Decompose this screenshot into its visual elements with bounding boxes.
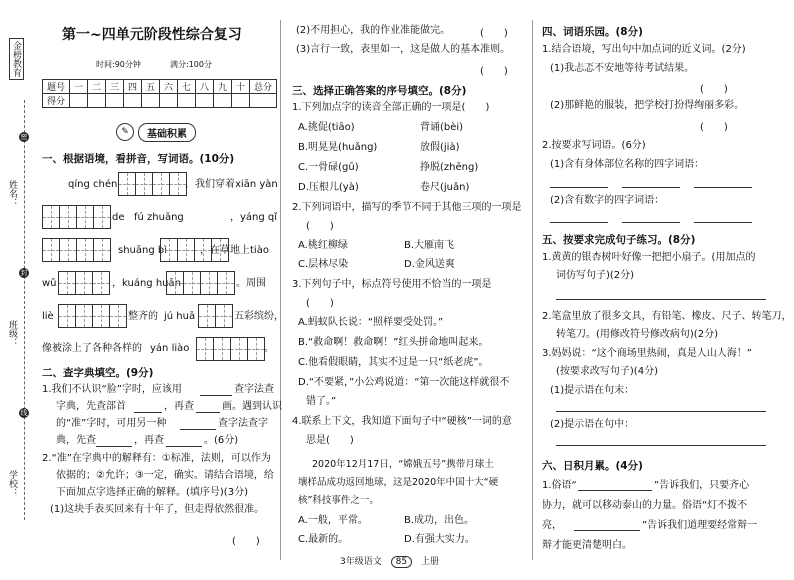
score-entry[interactable] (88, 94, 106, 108)
text: 1.下列加点字的读音全部正确的一项是( ) (292, 102, 490, 113)
text: 。(6分) (204, 435, 239, 446)
text: 1.黄黄的银杏树叶好像一把把小扇子。(用加点的 (542, 252, 756, 263)
answer-paren[interactable]: ( ) (700, 122, 728, 133)
answer-blank[interactable] (578, 490, 652, 491)
text: 查字法查 (234, 384, 274, 395)
option[interactable]: B.成功，出色。 (404, 515, 475, 526)
score-table-score-row (43, 94, 277, 108)
seal-dot: 封 (20, 269, 28, 277)
section-2-heading: 二、查字典填空。(9分) (42, 367, 154, 379)
option[interactable]: 卷尺(juǎn) (420, 182, 470, 193)
text: (1)我忐忑不安地等待考试结果。 (550, 63, 695, 74)
option[interactable]: D.金风送爽 (404, 259, 455, 270)
text: (3)言行一致，表里如一，这是做人的基本准则。 (296, 44, 511, 55)
pinyin: xiān yàn (235, 179, 278, 190)
column-divider (280, 20, 281, 560)
text: 1.俗语“ (542, 480, 577, 491)
footer-volume: 上册 (420, 557, 439, 567)
writing-grid[interactable] (196, 337, 265, 361)
answer-paren[interactable]: ( ) (480, 66, 508, 77)
text: 错了。” (306, 396, 337, 407)
page-title: 第一~四单元阶段性综合复习 (62, 27, 242, 43)
pinyin: shuāng bì (118, 245, 168, 256)
text: 2.“准”在字典中的解释有：①标准，法则，可以作为 (42, 453, 271, 464)
answer-blank[interactable] (622, 187, 680, 188)
text: 协力，就可以移动泰山的力量。俗语“灯不拨不 (542, 500, 748, 511)
section-1-heading: 一、根据语境，看拼音，写词语。(10分) (42, 153, 235, 165)
text: 整齐的 (128, 311, 158, 322)
score-cell: 总分 (250, 80, 277, 94)
option[interactable]: 放假(jià) (420, 142, 460, 153)
text: 查字法查字 (218, 418, 268, 429)
score-entry[interactable] (142, 94, 160, 108)
text: ，再查 (134, 435, 164, 446)
score-entry[interactable] (250, 94, 277, 108)
score-entry[interactable] (232, 94, 250, 108)
answer-blank[interactable] (196, 412, 220, 413)
book-icon: ✎ (116, 123, 134, 141)
section-4-heading: 四、词语乐园。(8分) (542, 26, 643, 38)
pinyin: yán liào (150, 343, 190, 354)
text: (2)含有数字的四字词语： (550, 195, 665, 206)
answer-line[interactable] (556, 445, 766, 446)
score-entry[interactable] (160, 94, 178, 108)
text: (2)提示语在句中： (550, 419, 635, 430)
text: 的“准”字时，可用另一种 (56, 418, 167, 429)
answer-blank[interactable] (96, 446, 132, 447)
text: (1)提示语在句末： (550, 385, 635, 396)
option[interactable]: B.大雁南飞 (404, 240, 455, 251)
seal-line (24, 100, 25, 520)
writing-grid[interactable] (58, 304, 127, 328)
page-number: 85 (391, 556, 412, 568)
passage-text: 核”科技事件之一。 (298, 495, 379, 506)
option[interactable]: C.一骨碌(gū) (298, 162, 359, 173)
text: 下面加点字选择正确的解释。(填序号)(3分) (56, 487, 248, 498)
answer-blank[interactable] (550, 187, 608, 188)
text: 思是( ) (306, 435, 354, 446)
pinyin: ，yáng qǐ (230, 212, 278, 223)
footer-grade: 3年级语文 (340, 557, 382, 567)
option[interactable]: C.他看假眼睛，其实不过是一只“纸老虎”。 (298, 357, 489, 368)
text: 。 (264, 343, 274, 354)
option[interactable]: A.挑促(tiāo) (298, 122, 355, 133)
text: 五彩缤纷， (234, 311, 284, 322)
text: 1.我们不认识“脸”字时，应该用 (42, 384, 182, 395)
option[interactable]: D.“不要紧，”小公鸡说道：“第一次能这样就很不 (298, 377, 510, 388)
answer-blank[interactable] (574, 530, 640, 531)
score-entry[interactable] (178, 94, 196, 108)
answer-line[interactable] (556, 299, 766, 300)
writing-grid[interactable] (166, 271, 235, 295)
writing-grid[interactable] (42, 238, 111, 262)
answer-paren[interactable]: ( ) (480, 28, 508, 39)
exam-time: 时间:90分钟 (96, 60, 141, 69)
text: (1)这块手表买回来有十年了，但走得依然很准。 (50, 504, 265, 515)
publisher-label: 金榜教育 (9, 38, 24, 80)
score-entry[interactable] (196, 94, 214, 108)
text: ”告诉我们，只要齐心 (654, 480, 750, 491)
text: (2)不用担心，我的作业准能做完。 (296, 25, 451, 36)
option[interactable]: D.压根儿(yà) (298, 182, 359, 193)
pinyin: jú huā (164, 311, 196, 322)
text: 转笔刀。(用修改符号修改病句)(2分) (556, 329, 718, 340)
option[interactable]: B.“救命啊！救命啊！”红头拼命地叫起来。 (298, 337, 489, 348)
pinyin: qíng chén (68, 179, 118, 190)
pinyin: wǔ (42, 278, 57, 289)
seal-dot: 线 (20, 409, 28, 417)
text: 字典，先查部首 (56, 401, 126, 412)
column-divider (532, 20, 533, 560)
section-3-heading: 三、选择正确答案的序号填空。(8分) (292, 85, 467, 97)
pinyin: de (112, 212, 125, 223)
score-cell: 七 (178, 80, 196, 94)
pinyin: liè (42, 311, 54, 322)
answer-blank[interactable] (166, 446, 202, 447)
score-table-header-row (43, 80, 277, 94)
score-cell: 五 (142, 80, 160, 94)
score-entry[interactable] (214, 94, 232, 108)
section-6-heading: 六、日积月累。(4分) (542, 460, 643, 472)
score-table (42, 79, 277, 108)
class-label: 班级： (7, 320, 17, 347)
option[interactable]: A.桃红柳绿 (298, 240, 348, 251)
score-cell: 二 (88, 80, 106, 94)
score-cell: 九 (214, 80, 232, 94)
answer-paren[interactable]: ( ) (700, 84, 728, 95)
option[interactable]: 背诵(bèi) (420, 122, 464, 133)
answer-paren[interactable]: ( ) (232, 536, 260, 547)
text: 画。遇到认识 (222, 401, 282, 412)
score-cell: 一 (70, 80, 88, 94)
text: 3.妈妈说：“这个商场里热闹，真是人山人海！” (542, 348, 752, 359)
text: 1.结合语境，写出句中加点词的近义词。(2分) (542, 44, 746, 55)
option[interactable]: A.蚂蚁队长说：“照样要受处罚。” (298, 317, 444, 328)
option[interactable]: B.明晃晃(huǎng) (298, 142, 378, 153)
text: 像被涂上了各种各样的 (42, 343, 142, 354)
text: 3.下列句子中，标点符号使用不恰当的一项是 (292, 279, 492, 290)
writing-grid[interactable] (42, 205, 111, 229)
binding-strip (0, 0, 34, 580)
score-cell: 题号 (43, 80, 70, 94)
passage-text: 壤样品成功返回地球，这是2020年中国十大“硬 (298, 477, 499, 488)
text: ，再查 (164, 401, 194, 412)
writing-grid[interactable] (58, 271, 110, 295)
score-cell: 三 (106, 80, 124, 94)
score-entry[interactable] (106, 94, 124, 108)
text: (2)那鲜艳的服装，把学校打扮得绚丽多彩。 (550, 100, 745, 111)
text: (按要求改写句子)(4分) (556, 366, 658, 377)
passage-text: 2020年12月17日，“嫦娥五号”携带月球土 (312, 459, 494, 470)
section-5-heading: 五、按要求完成句子练习。(8分) (542, 234, 696, 246)
text: 辩才能更清楚明白。 (542, 540, 632, 551)
name-label: 姓名： (7, 180, 17, 207)
text: 4.联系上下文，我知道下面句子中“硬核”一词的意 (292, 416, 512, 427)
answer-paren[interactable]: ( ) (306, 298, 334, 309)
seal-dot: 密 (20, 133, 28, 141)
text: 2.下列词语中，描写的季节不同于其他三项的一项是 (292, 202, 522, 213)
option[interactable]: C.层林尽染 (298, 259, 349, 270)
score-cell: 六 (160, 80, 178, 94)
option[interactable]: D.有强大实力。 (404, 534, 475, 545)
text: 2.笔盒里放了很多文具，有铅笔、橡皮、尺子、转笔刀， (542, 311, 792, 322)
text: ”告诉我们道理要经常辩一 (642, 520, 758, 531)
answer-blank[interactable] (550, 222, 608, 223)
pinyin: ，kuáng huān (112, 278, 181, 289)
writing-grid[interactable] (198, 304, 233, 328)
score-cell: 得分 (43, 94, 70, 108)
text: 亮， (542, 520, 562, 531)
pinyin: fú zhuāng (134, 212, 184, 223)
text: 依据的；②允许；③一定，确实。请结合语境，给 (56, 470, 274, 481)
text: ，我们穿着 (185, 179, 235, 190)
option[interactable]: C.最新的。 (298, 534, 349, 545)
section-badge (116, 123, 196, 141)
score-cell: 八 (196, 80, 214, 94)
pinyin: tiào (250, 245, 269, 256)
score-entry[interactable] (124, 94, 142, 108)
option[interactable]: A.一般，平常。 (298, 515, 368, 526)
answer-blank[interactable] (134, 412, 162, 413)
score-cell: 四 (124, 80, 142, 94)
answer-paren[interactable]: ( ) (306, 221, 334, 232)
school-label: 学校： (7, 470, 17, 497)
score-cell: 十 (232, 80, 250, 94)
text: ，在草地上 (200, 245, 250, 256)
text: 2.按要求写词语。(6分) (542, 140, 646, 151)
writing-grid[interactable] (118, 172, 187, 196)
answer-blank[interactable] (622, 222, 680, 223)
answer-blank[interactable] (694, 187, 752, 188)
page-footer (340, 554, 439, 568)
answer-line[interactable] (556, 411, 766, 412)
text: 典，先查 (56, 435, 96, 446)
answer-blank[interactable] (180, 429, 216, 430)
answer-blank[interactable] (200, 395, 232, 396)
text: 词仿写句子)(2分) (556, 270, 635, 281)
exam-full-score: 满分:100分 (170, 60, 212, 69)
badge-label: 基础积累 (138, 123, 196, 142)
score-entry[interactable] (70, 94, 88, 108)
option[interactable]: 挣脱(zhēng) (420, 162, 479, 173)
text: 。周围 (236, 278, 266, 289)
answer-blank[interactable] (694, 222, 752, 223)
text: (1)含有身体部位名称的四字词语： (550, 159, 705, 170)
